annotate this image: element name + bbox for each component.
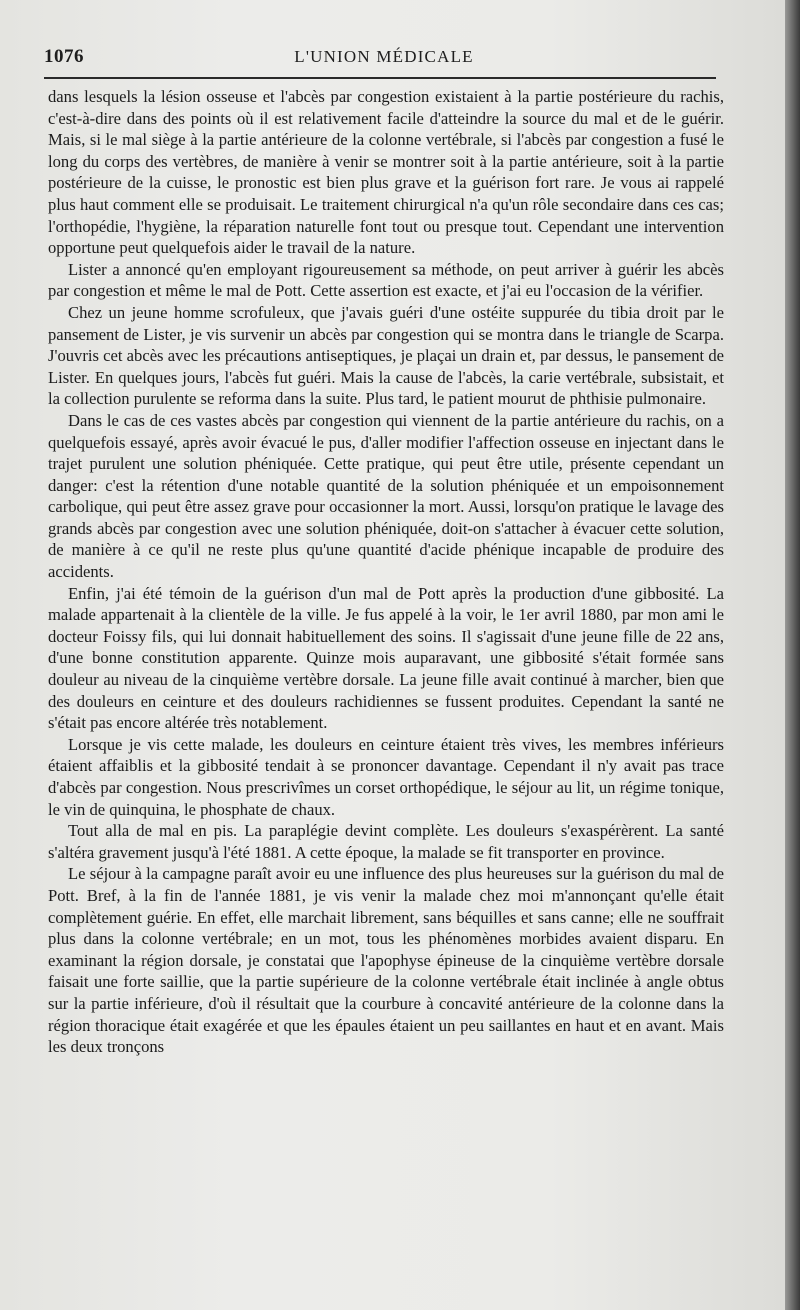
running-head: L'UNION MÉDICALE	[294, 47, 474, 66]
paragraph: Lorsque je vis cette malade, les douleurs en ceinture étaient très vives, les membres inférieurs étaient affaiblis et la gibbosité tendait à se prononcer davantage. Cependant il n'y avait pas trace d'abcès par congestion. Nous prescrivîmes un corset orthopédique, le séjour au lit, un régime tonique, le vin de quinquina, le phosphate de chaux.	[48, 734, 724, 819]
paragraph: Tout alla de mal en pis. La paraplégie devint complète. Les douleurs s'exaspérèrent. La santé s'altéra gravement jusqu'à l'été 1881. A cette époque, la malade se fit transporter en province.	[48, 821, 724, 862]
paragraph: Lister a annoncé qu'en employant rigoureusement sa méthode, on peut arriver à guérir les abcès par congestion et même le mal de Pott. Cette assertion est exacte, et j'ai eu l'occasion de la vérifier.	[48, 259, 724, 301]
body-text	[48, 86, 724, 1058]
paragraph: Enfin, j'ai été témoin de la guérison d'un mal de Pott après la production d'une gibbosité. La malade appartenait à la clientèle de la ville. Je fus appelé à la voir, le 1er avril 1880, par mon ami le docteur Foissy fils, qui lui donnait habituellement des soins. Il s'agissait d'une jeune fille de 22 ans, d'une bonne constitution apparente. Quinze mois auparavant, une gibbosité s'était formée sans douleur au niveau de la cinquième vertèbre dorsale. La jeune fille avait continué à marcher, bien que des douleurs en ceinture et des douleurs rachidiennes se fussent produites. Cependant la santé ne s'était pas encore altérée très notablement.	[48, 583, 724, 733]
paragraph: Chez un jeune homme scrofuleux, que j'avais guéri d'une ostéite suppurée du tibia droit par le pansement de Lister, je vis survenir un abcès par congestion qui se montra dans le triangle de Scarpa. J'ouvris cet abcès avec les précautions antiseptiques, je plaçai un drain et, par dessus, le pansement de Lister. En quelques jours, l'abcès fut guéri. Mais la cause de l'abcès, la carie vertébrale, subsistait, et la collection purulente se reforma dans la suite. Plus tard, le patient mourut de phthisie pulmonaire.	[48, 302, 724, 409]
header-rule	[44, 77, 716, 79]
paragraph: Le séjour à la campagne paraît avoir eu une influence des plus heureuses sur la guérison du mal de Pott. Bref, à la fin de l'année 1881, je vis venir la malade chez moi m'annonçant qu'elle était complètement guérie. En effet, elle marchait librement, sans béquilles et sans canne; elle ne souffrait plus dans la colonne vertébrale; en un mot, tous les phénomènes morbides avaient disparu. En examinant la région dorsale, je constatai que l'apophyse épineuse de la cinquième vertèbre dorsale faisait une forte saillie, que la partie supérieure de la colonne vertébrale était inclinée à angle obtus sur la partie inférieure, d'où il résultait que la courbure à concavité antérieure de la colonne dans la région thoracique était exagérée et que les épaules étaient un peu saillantes en haut et en avant. Mais les deux tronçons	[48, 864, 724, 1057]
page-number: 1076	[44, 46, 84, 67]
page-edge-shadow	[785, 0, 800, 1310]
paragraph: dans lesquels la lésion osseuse et l'abcès par congestion existaient à la partie postérieure du rachis, c'est-à-dire dans des points où il est relativement facile d'atteindre la source du mal et de le guérir. Mais, si le mal siège à la partie antérieure de la colonne vertébrale, si l'abcès par congestion a fusé le long du corps des vertèbres, de manière à venir se montrer soit à la partie antérieure, soit à la partie postérieure de la cuisse, le pronostic est bien plus grave et la guérison fort rare. Je vous ai rappelé plus haut comment elle se produisait. Le traitement chirurgical n'a qu'un rôle secondaire dans ces cas; l'orthopédie, l'hygiène, la réparation naturelle font tout ou presque tout. Cependant une intervention opportune peut quelquefois aider le travail de la nature.	[48, 87, 724, 258]
page-header	[44, 44, 724, 74]
paragraph: Dans le cas de ces vastes abcès par congestion qui viennent de la partie antérieure du rachis, on a quelquefois essayé, après avoir évacué le pus, d'aller modifier l'affection osseuse en injectant dans le trajet purulent une solution phéniquée. Cette pratique, qui peut être utile, présente cependant un danger: c'est la rétention d'une notable quantité de la solution phéniquée et un empoisonnement carbolique, qui peut être assez grave pour occasionner la mort. Aussi, lorsqu'on pratique le lavage des grands abcès par congestion avec une solution phéniquée, doit-on s'attacher à évacuer cette solution, de manière à ce qu'il ne reste plus qu'une quantité d'acide phénique incapable de produire des accidents.	[48, 410, 724, 582]
